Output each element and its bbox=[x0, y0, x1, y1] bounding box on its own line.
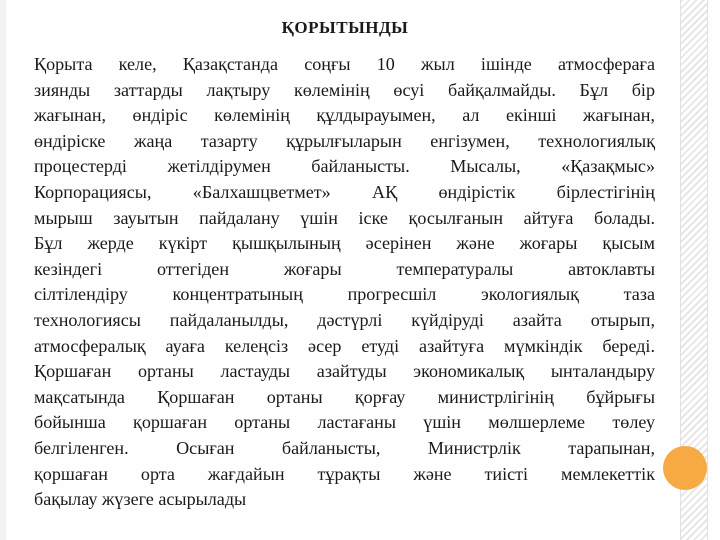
paragraph-line: зиянды заттарды лақтыру көлемінің өсуі байқалмайды. Бұл бір bbox=[34, 79, 655, 100]
paragraph-line: қоршаған орта жағдайын тұрақты және тиісті мемлекеттік bbox=[34, 463, 655, 484]
paragraph-line: кезіндегі оттегіден жоғары температуралы автоклавты bbox=[34, 258, 655, 279]
orange-circle-decoration bbox=[663, 446, 707, 490]
conclusion-paragraph bbox=[34, 52, 655, 513]
paragraph-line: мақсатында Қоршаған ортаны қорғау министрлігінің бұйрығы bbox=[34, 386, 655, 407]
paragraph-line: сілтілендіру концентратының прогресшіл экологиялық таза bbox=[34, 284, 655, 305]
slide-title: ҚОРЫТЫНДЫ bbox=[281, 18, 409, 37]
paragraph-line: жағынан, өндіріс көлемінің құлдырауымен, ал екінші жағынан, bbox=[34, 105, 655, 126]
paragraph-line: Қоршаған ортаны ластауды азайтуды экономикалық ынталандыру bbox=[34, 361, 655, 382]
paragraph-line: Корпорациясы, «Балхашцветмет» АҚ өндірістік бірлестігінің bbox=[34, 181, 655, 202]
paragraph-line: өндіріске жаңа тазарту құрылғыларын енгізумен, технологиялық bbox=[34, 130, 655, 151]
paragraph-line: процестерді жетілдірумен байланысты. Мысалы, «Қазақмыс» bbox=[34, 156, 655, 177]
paragraph-line: атмосфералық ауаға келеңсіз әсер етуді азайтуға мүмкіндік береді. bbox=[34, 335, 655, 356]
slide-left-edge bbox=[0, 0, 6, 540]
paragraph-line: бақылау жүзеге асырылады bbox=[34, 489, 247, 510]
paragraph-line: технологиясы пайдаланылды, дәстүрлі күйдіруді азайта отырып, bbox=[34, 309, 655, 330]
paragraph-line: Бұл жерде күкірт қышқылының әсерінен және жоғары қысым bbox=[34, 233, 655, 254]
paragraph-line: мырыш зауытын пайдалану үшін іске қосылғанын айтуға болады. bbox=[34, 207, 655, 228]
paragraph-line: бойынша қоршаған ортаны ластағаны үшін мөлшерлеме төлеу bbox=[34, 412, 655, 433]
paragraph-line: белгіленген. Осыған байланысты, Министрлік тарапынан, bbox=[34, 437, 655, 458]
paragraph-line: Қорыта келе, Қазақстанда соңғы 10 жыл ішінде атмосфераға bbox=[34, 54, 655, 74]
